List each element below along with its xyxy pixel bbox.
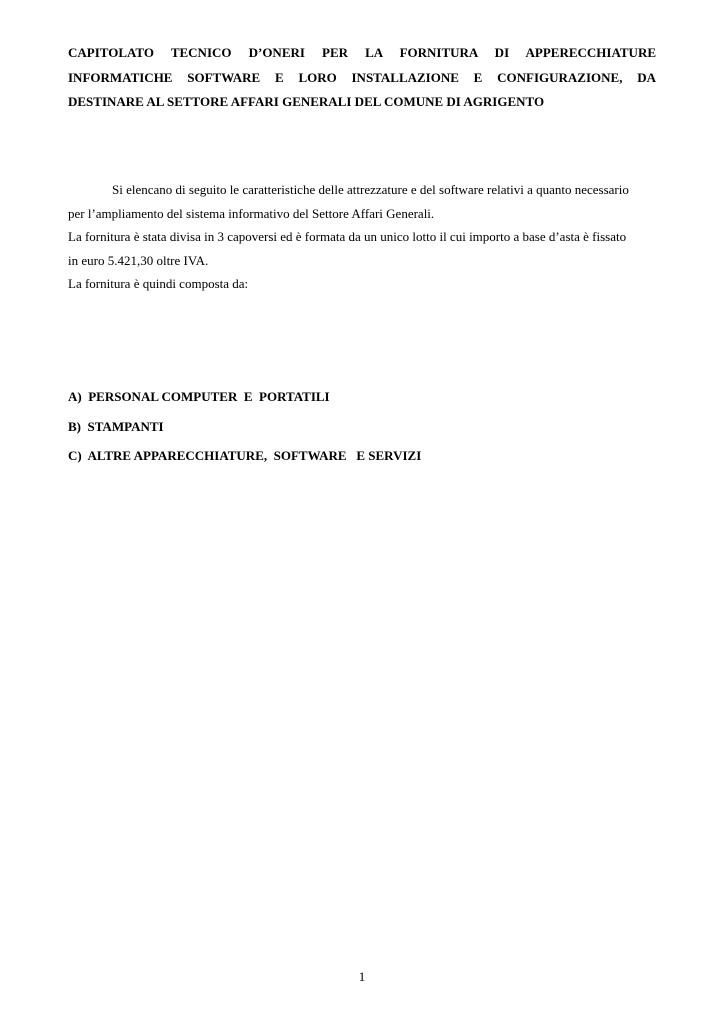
list-item-b: B) STAMPANTI (68, 418, 164, 434)
body-line-3: La fornitura è stata divisa in 3 capoversi ed è formata da un unico lotto il cui importo a base d’asta è fissato (68, 229, 627, 244)
list-item-a: A) PERSONAL COMPUTER E PORTATILI (68, 389, 330, 404)
body-line-2: per l’ampliamento del sistema informativo del Settore Affari Generali. (68, 205, 435, 221)
title-line-1: CAPITOLATO TECNICO D’ONERI PER LA FORNITURA DI APPERECCHIATURE (68, 45, 656, 60)
body-line-4: in euro 5.421,30 oltre IVA. (68, 252, 209, 268)
title-line-2: INFORMATICHE SOFTWARE E LORO INSTALLAZIONE E CONFIGURAZIONE, DA (68, 69, 656, 85)
title-line-3: DESTINARE AL SETTORE AFFARI GENERALI DEL COMUNE DI AGRIGENTO (68, 94, 545, 109)
body-line-5: La fornitura è quindi composta da: (68, 276, 249, 291)
body-line-1: Si elencano di seguito le caratteristiche delle attrezzature e del software relativi a quanto necessario (112, 182, 629, 197)
list-item-c: C) ALTRE APPARECCHIATURE, SOFTWARE E SERVIZI (68, 448, 422, 463)
page-number: 1 (358, 969, 366, 984)
document-title (68, 41, 656, 115)
intro-paragraph (68, 178, 656, 296)
supply-list (68, 386, 656, 475)
